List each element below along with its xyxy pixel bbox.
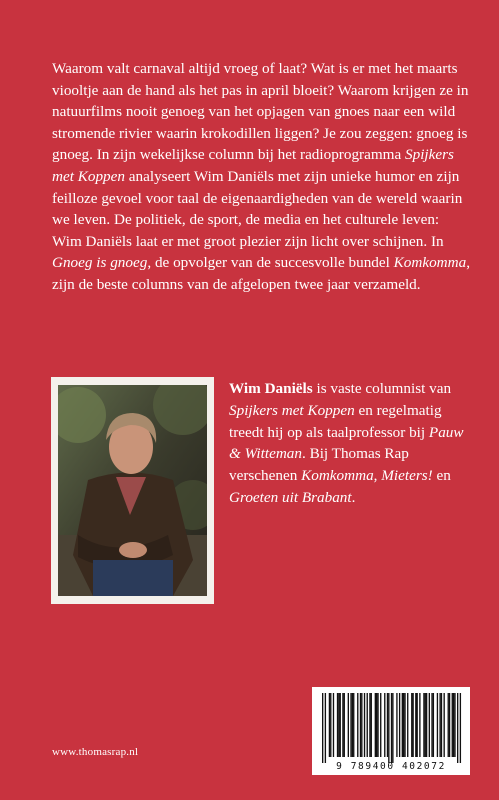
bio-paragraph — [229, 378, 479, 509]
barcode-bar — [353, 693, 354, 757]
barcode-bar — [325, 693, 326, 763]
author-bio — [229, 378, 479, 509]
barcode-bar — [329, 693, 330, 757]
barcode-bar — [360, 693, 361, 757]
barcode-bar — [444, 693, 445, 757]
blurb-text-segment: Komkomma — [393, 254, 467, 272]
bio-text-segment: en — [432, 467, 451, 485]
barcode-bar — [419, 693, 420, 757]
barcode-bar — [380, 693, 381, 757]
bio-text-segment: en regelmatig treedt hij op als taalprofessor bij — [229, 401, 442, 441]
barcode-bar — [369, 693, 370, 757]
barcode-bar — [449, 693, 450, 757]
barcode-bar — [371, 693, 372, 757]
bio-text-segment: Spijkers met Koppen — [229, 401, 355, 419]
barcode-bar — [342, 693, 343, 757]
isbn-barcode — [312, 687, 470, 775]
barcode-bar — [412, 693, 413, 757]
barcode-bar — [407, 693, 408, 757]
barcode-bar — [404, 693, 405, 757]
barcode-bar — [426, 693, 427, 757]
barcode-bar — [457, 693, 458, 763]
isbn-number: 9 789400 402072 — [336, 761, 446, 772]
barcode-bar — [403, 693, 404, 757]
barcode-bar — [448, 693, 449, 757]
barcode-bar — [392, 693, 393, 763]
bio-text-segment: Mieters! — [381, 467, 433, 485]
barcode-bar — [367, 693, 368, 757]
barcode-bar — [452, 693, 453, 757]
barcode-bar — [350, 693, 351, 757]
barcode-bar — [375, 693, 376, 757]
barcode-bar — [411, 693, 412, 757]
blurb-text-segment: Waarom valt carnaval altijd vroeg of laat? Wat is er met het maarts viooltje aan de hand als het pas in april bloeit? Waarom krijgen ze in natuurfilms nooit genoeg van het opjagen van gnoes naar een wild stromende rivier waarin krokodillen liggen? Je zou zeggen: gnoeg is gnoeg. In zijn wekelijkse column bij het radioprogramma — [52, 60, 469, 164]
blurb-text-segment: Spijkers met Koppen — [52, 146, 454, 185]
barcode-bar — [399, 693, 400, 757]
barcode-bar — [387, 693, 388, 757]
back-cover-blurb — [52, 58, 472, 296]
barcode-bar — [352, 693, 353, 757]
bio-text-segment: Wim Daniëls — [229, 380, 313, 397]
barcode-bar — [391, 693, 392, 763]
barcode-bar — [425, 693, 426, 757]
blurb-text-segment: Gnoeg is gnoeg — [52, 254, 148, 272]
barcode-bar — [330, 693, 331, 757]
barcode-bar — [384, 693, 385, 757]
barcode-bar — [439, 693, 440, 757]
barcode-bar — [423, 693, 424, 757]
barcode-bar — [388, 693, 389, 763]
bio-text-segment: . — [351, 488, 356, 506]
author-photo — [58, 385, 207, 596]
barcode-bar — [396, 693, 397, 757]
blurb-text-segment: analyseert Wim Daniëls met zijn unieke humor en zijn feilloze gevoel voor taal de eigenaardigheden van de wereld waarin we leven. De politiek, de sport, de media en het culturele leven: Wim Daniëls laat er met groot plezier zijn licht over schijnen. In — [52, 167, 463, 250]
barcode-bar — [377, 693, 378, 757]
blurb-text-segment: , de opvolger van de succesvolle bundel — [147, 254, 394, 272]
barcode-bar — [361, 693, 362, 757]
bio-text-segment: is vaste columnist van — [312, 380, 452, 397]
barcode-bar — [340, 693, 341, 757]
barcode-bar — [441, 693, 442, 757]
barcode-bar — [348, 693, 349, 757]
publisher-website: www.thomasrap.nl — [52, 746, 139, 758]
barcode-bar — [402, 693, 403, 757]
barcode-bar — [433, 693, 434, 757]
bio-text-segment: . Bij Thomas Rap verschenen — [229, 445, 409, 485]
barcode-bar — [460, 693, 461, 763]
barcode-bar — [417, 693, 418, 757]
barcode-bar — [338, 693, 339, 757]
barcode-bar — [431, 693, 432, 757]
barcode-bar — [454, 693, 455, 757]
bio-text-segment: Komkomma — [301, 467, 374, 485]
barcode-bar — [322, 693, 323, 763]
barcode-bar — [437, 693, 438, 757]
author-photo-frame — [51, 377, 214, 604]
bio-text-segment: Groeten uit Brabant — [229, 488, 352, 506]
barcode-bar — [344, 693, 345, 757]
barcode-bar — [333, 693, 334, 757]
bio-text-segment: Pauw & Witteman — [229, 423, 464, 463]
barcode-bar — [357, 693, 358, 757]
barcode-bar — [364, 693, 365, 757]
blurb-paragraph — [52, 58, 472, 296]
bio-text-segment: , — [373, 467, 382, 485]
barcode-bar — [376, 693, 377, 757]
blurb-text-segment: , zijn de beste columns van de afgelopen twee jaar verzameld. — [52, 254, 471, 293]
barcode-bar — [429, 693, 430, 757]
barcode-bar — [453, 693, 454, 757]
barcode-bar — [337, 693, 338, 757]
barcode-bar — [415, 693, 416, 757]
